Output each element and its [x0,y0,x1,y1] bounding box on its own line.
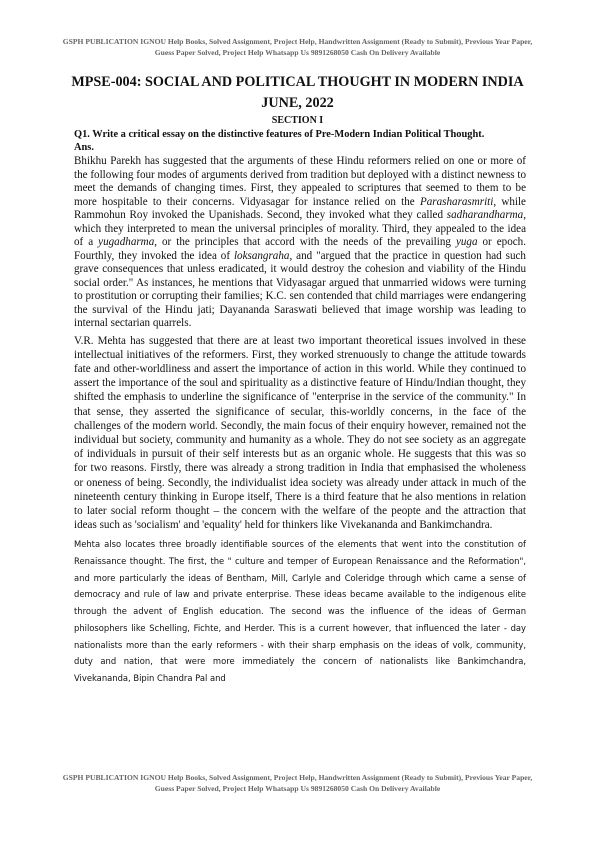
para1-text-4: , or the principles that accord with the needs of the prevailing [154,236,456,248]
para1-text-5: or epoch. Fourthly, they invoked the idea of [74,236,526,262]
para1-term-loksangraha: loksangraha [233,249,290,262]
title-course: MPSE-004: SOCIAL AND POLITICAL THOUGHT IN MODERN INDIA [71,74,524,90]
para1-text-3: , which they interpreted to mean the universal principles of morality. Third, they appealed to the idea of a [74,209,526,248]
para1-term-yugadharma: yugadharma [98,236,155,248]
para1-text-1: Bhikhu Parekh has suggested that the arguments of these Hindu reformers relied on one or more of the following four modes of arguments derived from tradition but deployed with a distinct newness to meet the demands of changing times. First, they appealed to scriptures that seemed to them to be more hospitable to their concerns. Vidyasagar for instance relied on the [74,155,526,208]
answer-label: Ans. [74,142,94,153]
paragraph-parekh [74,155,526,331]
title-session: JUNE, 2022 [261,95,334,111]
page-title [40,72,555,114]
section-heading: SECTION I [271,115,324,126]
paragraph-mehta: V.R. Mehta has suggested that there are at least two important theoretical issues involved in these intellectual initiatives of the reformers. First, they worked strenuously to change the attitude towards fate and other-worldliness and assert the importance of action in this world. While they continued to assert the importance of the soul and spirituality as a distinctive feature of Hindu/Indian thought, they shifted the emphasis to underline the significance of "enterprise in the service of the community." In that sense, they asserted the significance of secular, this-worldly concerns, in the face of the challenges of the modern world. Secondly, the main focus of their enquiry however, remained not the individual but society, community and humanity as a whole. They do not see society as an aggregate of individuals in pursuit of their self interests but as an organic whole. He suggests that this was so for two reasons. Firstly, there was already a strong tradition in India that emphasised the wholeness or oneness of being. Secondly, the individualist idea society was already under attack in much of the nineteenth century thinking in Europe itself, There is a third feature that he also mentions in relation to later social reform thought – the concern with the welfare of the peopte and the attraction that ideas such as 'socialism' and 'equality' held for thinkers like Vivekananda and Bankimchandra. [74,334,526,532]
paragraph-renaissance-sources: Mehta also locates three broadly identifiable sources of the elements that went into the constitution of Renaissance thought. The first, the " culture and temper of European Renaissance and the Reformation", and more particularly the ideas of Bentham, Mill, Carlyle and Coleridge through which came a sense of democracy and rule of law and private enterprise. These ideas became available to the indigenous elite through the advent of English education. The second was the influence of the ideas of German philosophers like Schelling, Fichte, and Herder. This is a current however, that influenced the later - day nationalists more than the early reformers - with their sharp emphasis on the ideas of volk, community, duty and nation, that were more immediately the concern of nationalists like Bankimchandra, Vivekananda, Bipin Chandra Pal and [74,539,526,683]
para1-term-yuga: yuga [455,236,478,248]
para1-text-2: , while Rammohun Roy invoked the Upanishads. Second, they invoked what they called [74,195,526,221]
question-text: Q1. Write a critical essay on the distinctive features of Pre-Modern Indian Political Thought. [74,129,485,140]
para1-text-6: , and "argued that the practice in question had such grave consequences that unless eradicated, it would destroy the cohesion and viability of the Hindu social order." As instances, he mentions that Vidyasagar argued that unmarried widows were turning to prostitution or corrupting their families; K.C. sen contended that child marriages were endangering the survival of the Hindu jati; Dayananda Saraswati believed that image worship was leading to internal sectarian quarrels. [74,249,526,329]
page-header: GSPH PUBLICATION IGNOU Help Books, Solved Assignment, Project Help, Handwritten Assignment (Ready to Submit), Previous Year Paper, Guess Paper Solved, Project Help Whatsapp Us 9891268050 Cash On Delivery Available [62,37,533,57]
document-body [74,128,526,687]
para1-term-sadharandharma: sadharandharma [446,209,524,221]
page-footer: GSPH PUBLICATION IGNOU Help Books, Solved Assignment, Project Help, Handwritten Assignment (Ready to Submit), Previous Year Paper, Guess Paper Solved, Project Help Whatsapp Us 9891268050 Cash On Delivery Available [62,773,533,793]
para1-term-parasharasmriti: Parasharasmriti [419,195,494,208]
